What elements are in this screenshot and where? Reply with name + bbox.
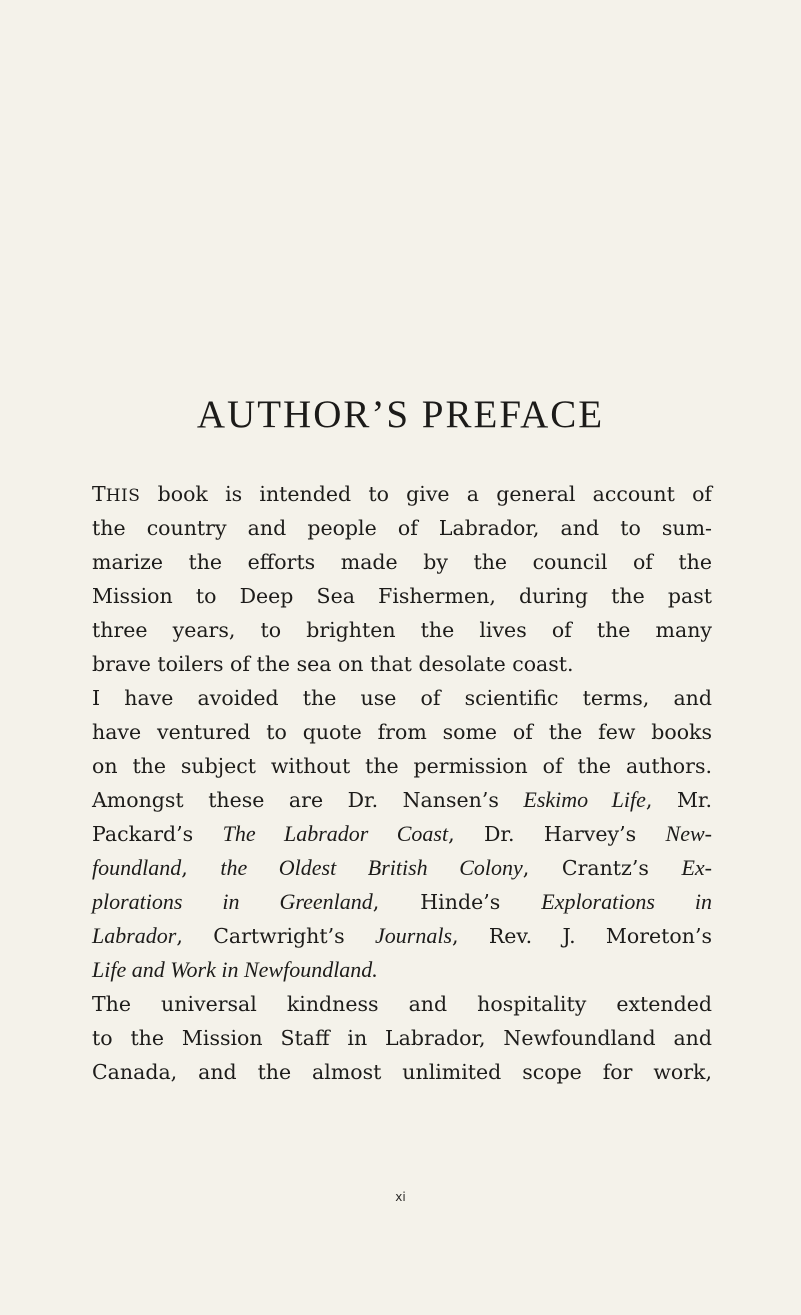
p2-line-2: have ventured to quote from some of the few books (92, 720, 712, 744)
p1-line-3: marize the efforts made by the council of the (92, 550, 712, 574)
book-title: foundland (92, 855, 182, 880)
p1-line-2: the country and people of Labrador, and to sum- (92, 516, 712, 540)
book-title: Journals (375, 923, 453, 948)
p2-line-5: Packard’s The Labrador Coast, Dr. Harvey’s New- (92, 821, 712, 846)
book-title: Explorations in (541, 889, 712, 914)
p2-line-4: Amongst these are Dr. Nansen’s Eskimo Life, Mr. (92, 787, 712, 812)
book-title: Eskimo Life (523, 787, 646, 812)
p2-line-7: plorations in Greenland, Hinde’s Explorations in (92, 889, 712, 914)
p1-line-4: Mission to Deep Sea Fishermen, during the past (92, 584, 712, 608)
book-title: Labrador (92, 923, 177, 948)
p3-line-1: The universal kindness and hospitality extended (92, 992, 712, 1016)
page-number: xi (395, 1190, 406, 1204)
p1-line-1: THIS book is intended to give a general account of (92, 482, 712, 506)
p3-line-2: to the Mission Staff in Labrador, Newfoundland and (92, 1026, 712, 1050)
p2-line-1: I have avoided the use of scientific terms, and (92, 686, 712, 710)
book-title: Ex- (681, 855, 712, 880)
p2-line-9: Life and Work in Newfoundland. (92, 957, 378, 982)
small-caps-word: HIS (105, 486, 141, 506)
page-title: AUTHOR’S PREFACE (196, 393, 605, 436)
book-title: plorations in Greenland (92, 889, 373, 914)
p2-line-6: foundland, the Oldest British Colony, Crantz’s Ex- (92, 855, 712, 880)
p3-line-3: Canada, and the almost unlimited scope for work, (92, 1060, 712, 1084)
book-title: the Oldest British Colony (220, 855, 523, 880)
p2-line-8: Labrador, Cartwright’s Journals, Rev. J. Moreton’s (92, 923, 713, 948)
p1-line-5: three years, to brighten the lives of the many (92, 618, 712, 642)
book-title: New- (665, 821, 712, 846)
book-title: The Labrador Coast (222, 821, 449, 846)
drop-letter: T (92, 482, 106, 506)
p2-line-3: on the subject without the permission of the authors. (92, 754, 712, 778)
p1-line-6: brave toilers of the sea on that desolate coast. (92, 652, 574, 676)
